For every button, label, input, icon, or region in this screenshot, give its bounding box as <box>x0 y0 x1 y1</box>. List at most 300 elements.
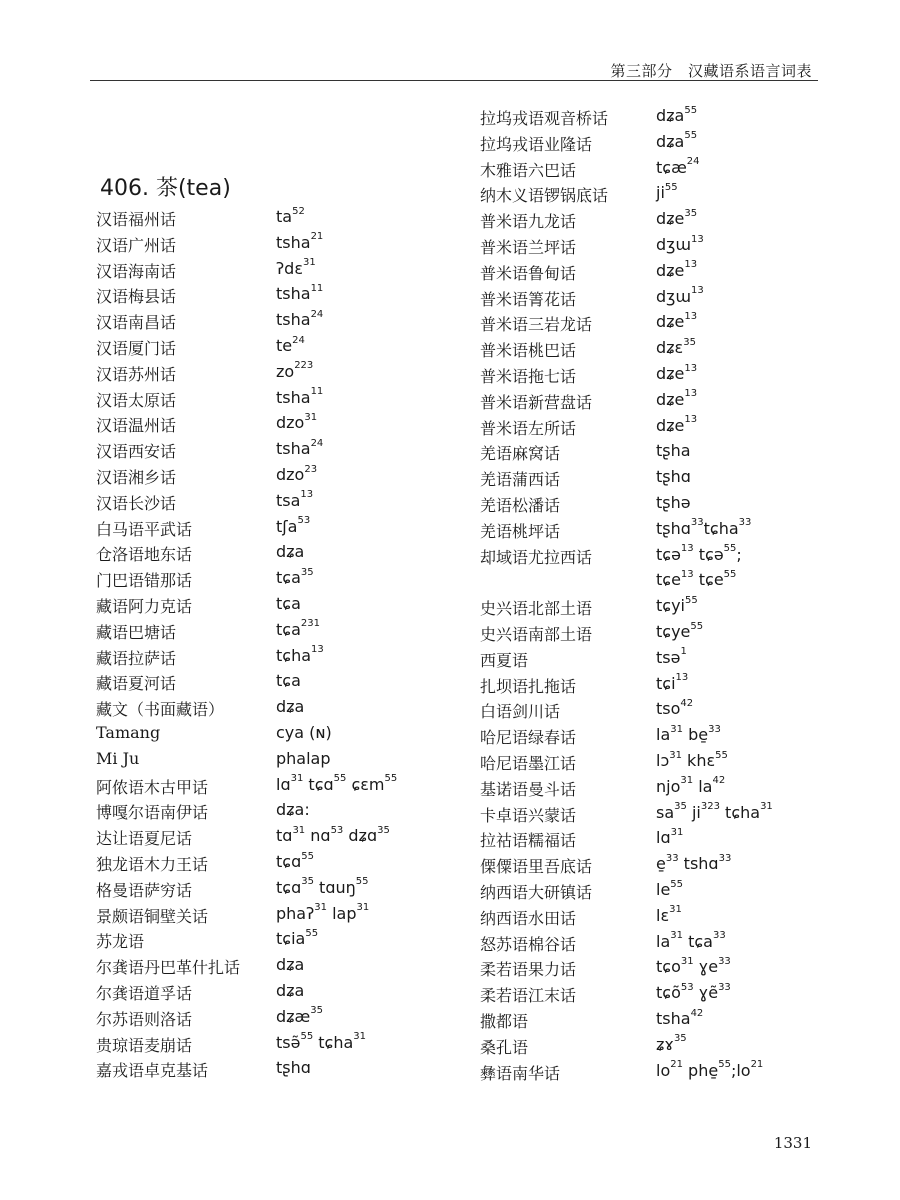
tone-number: 35 <box>301 876 314 888</box>
syllable: tɕyi <box>656 596 685 616</box>
language-name: 格曼语萨穷话 <box>96 880 193 900</box>
tone-number: 31 <box>669 904 682 916</box>
language-name: 藏语巴塘话 <box>96 622 177 642</box>
syllable: lɛ <box>656 905 670 925</box>
tea-word-form <box>276 826 390 845</box>
tea-word-form <box>656 441 691 460</box>
syllable: nɑ <box>305 826 331 846</box>
tone-number: 33 <box>718 852 732 864</box>
language-name: 普米语桃巴话 <box>480 341 577 361</box>
entry-row <box>480 235 850 261</box>
tea-word-form <box>276 542 304 561</box>
tea-word-form <box>656 777 725 796</box>
tone-number: 31 <box>760 801 773 813</box>
syllable: le <box>656 880 671 899</box>
syllable: tɕə <box>693 544 724 564</box>
syllable: tsə̃ <box>276 1032 301 1052</box>
tone-number: 13 <box>684 388 698 400</box>
entry-row <box>480 957 850 983</box>
header-title: 第三部分 汉藏语系语言词表 <box>610 62 812 80</box>
syllable: dʑa <box>276 981 305 1000</box>
entry-row <box>96 1058 466 1084</box>
syllable: tsə <box>656 647 681 667</box>
entry-row <box>480 441 850 467</box>
tea-word-form <box>276 1033 366 1052</box>
tone-number: 24 <box>292 334 305 346</box>
tea-word-form <box>656 648 687 667</box>
entry-row <box>96 929 466 955</box>
tone-number: 11 <box>310 386 324 398</box>
tone-number: 13 <box>690 285 704 297</box>
language-name: 卡卓语兴蒙话 <box>480 805 577 825</box>
tone-number: 35 <box>300 566 314 578</box>
tone-number: 55 <box>715 749 728 761</box>
syllable: tɕye <box>656 622 691 641</box>
syllable: dʑa <box>276 697 305 717</box>
language-name: 仓洛语地东话 <box>96 545 193 565</box>
tone-number: 53 <box>297 515 311 527</box>
entry-row <box>96 955 466 981</box>
tone-number: 23 <box>304 463 318 475</box>
entry-row <box>480 725 850 751</box>
syllable: dʑa <box>276 955 305 975</box>
tea-word-form <box>656 596 698 615</box>
entry-row <box>480 1009 850 1035</box>
syllable: tʂha <box>656 441 691 461</box>
tea-word-form <box>276 955 304 974</box>
tea-word-form <box>656 699 693 718</box>
syllable: dʒɯ <box>656 235 691 254</box>
language-name: 拉祜语糯福话 <box>480 831 577 851</box>
entry-row <box>480 209 850 235</box>
syllable: dʑa <box>656 106 685 125</box>
tea-word-form <box>656 803 773 822</box>
tea-word-form <box>276 517 310 536</box>
tone-number: 24 <box>686 156 700 168</box>
syllable: tɑ <box>276 826 293 846</box>
entry-row <box>480 545 850 571</box>
entry-row <box>480 854 850 880</box>
language-name: 桑孔语 <box>480 1037 529 1057</box>
entry-row <box>96 259 466 285</box>
tea-word-form <box>656 390 697 409</box>
tea-word-form <box>656 1035 687 1054</box>
tone-number: 35 <box>683 336 696 348</box>
tone-number: 31 <box>314 902 327 914</box>
language-name: 羌语桃坪话 <box>480 521 561 541</box>
language-name: 羌语麻窝话 <box>480 444 561 464</box>
syllable: tʂhɑ <box>656 467 691 487</box>
tea-word-form <box>276 697 304 716</box>
language-name: 普米语兰坪话 <box>480 238 577 257</box>
syllable: tʂhə <box>656 493 691 512</box>
syllable: njo <box>656 776 681 796</box>
language-name: 羌语蒲西话 <box>480 470 561 490</box>
tone-number: 13 <box>300 489 314 501</box>
language-name: 哈尼语绿春话 <box>480 728 577 748</box>
header-rule <box>90 80 818 81</box>
language-name: 羌语松潘话 <box>480 496 561 515</box>
tea-word-form <box>656 751 728 770</box>
entry-row <box>96 517 466 543</box>
syllable: lɑ <box>276 774 291 794</box>
tea-word-form <box>656 725 721 744</box>
tea-word-form <box>656 957 731 976</box>
tone-number: 13 <box>684 259 698 271</box>
language-name: 扎坝语扎拖话 <box>480 676 577 696</box>
syllable: la <box>656 931 671 951</box>
tea-word-form <box>276 233 323 252</box>
entry-row <box>480 932 850 958</box>
tea-word-form <box>656 106 697 125</box>
tone-number: 13 <box>684 311 698 323</box>
syllable: tʂhɑ <box>276 1058 311 1078</box>
tone-number: 31 <box>680 775 694 787</box>
tone-number: 35 <box>310 1005 323 1017</box>
language-name: 汉语湘乡话 <box>96 468 177 487</box>
syllable: tɑuŋ <box>313 877 356 897</box>
language-name: 汉语广州话 <box>96 235 177 255</box>
entry-row <box>96 568 466 594</box>
entry-row <box>96 981 466 1007</box>
syllable: ;lo <box>730 1060 751 1080</box>
syllable: dʑe <box>656 389 685 409</box>
entry-row <box>96 904 466 930</box>
tea-word-form <box>276 904 369 923</box>
language-name: 达让语夏尼话 <box>96 829 193 849</box>
tone-number: 31 <box>669 749 682 761</box>
syllable: tso <box>656 699 681 719</box>
entry-row <box>96 878 466 904</box>
tea-word-form <box>276 310 323 329</box>
entry-row <box>96 336 466 362</box>
syllable: tɕõ <box>656 983 681 1003</box>
tone-number: 35 <box>377 824 390 836</box>
tea-word-form <box>276 439 323 458</box>
syllable: tɕia <box>276 929 306 949</box>
syllable: dʑe <box>656 312 685 332</box>
tone-number: 55 <box>333 773 347 785</box>
syllable: tsha <box>276 439 311 459</box>
tone-number: 55 <box>384 773 398 785</box>
tone-number: 13 <box>680 569 694 581</box>
tone-number: 231 <box>300 618 320 630</box>
language-name: 柔若语江末话 <box>480 986 577 1006</box>
entry-row <box>480 416 850 442</box>
tea-word-form <box>656 209 697 228</box>
syllable: cya (ɴ) <box>276 723 332 742</box>
syllable: tɕa <box>276 619 301 639</box>
tone-number: 13 <box>675 672 689 684</box>
syllable: lɔ <box>656 751 670 770</box>
tone-number: 33 <box>708 723 721 735</box>
entry-row <box>96 542 466 568</box>
tone-number: 55 <box>300 1031 314 1043</box>
tea-word-form <box>656 906 682 925</box>
language-name: 撒都语 <box>480 1012 529 1031</box>
tea-word-form <box>276 723 332 742</box>
entry-row <box>480 828 850 854</box>
syllable: tʃa <box>276 516 298 536</box>
tea-word-form <box>656 932 726 951</box>
syllable: tɕə <box>656 544 681 564</box>
language-name: Mi Ju <box>96 748 140 768</box>
language-name: 汉语太原话 <box>96 390 177 410</box>
syllable: tsha <box>656 1009 691 1028</box>
language-name: 纳木义语锣锅底话 <box>480 186 609 206</box>
tea-word-form <box>276 929 318 948</box>
tea-word-form <box>656 1009 703 1028</box>
syllable: dʑa: <box>276 800 310 820</box>
language-name: 嘉戎语卓克基话 <box>96 1061 209 1081</box>
entry-row <box>480 983 850 1009</box>
entry-row <box>480 261 850 287</box>
tea-word-form <box>276 775 397 794</box>
tea-word-form <box>276 671 301 690</box>
entry-row <box>480 751 850 777</box>
language-name: 门巴语错那话 <box>96 571 193 591</box>
entry-row <box>480 132 850 158</box>
syllable: dʑɑ <box>343 826 378 846</box>
syllable: tɕi <box>656 673 676 693</box>
entry-row <box>96 697 466 723</box>
tone-number: 55 <box>684 130 698 142</box>
syllable: ji <box>686 802 701 822</box>
tone-number: 33 <box>738 517 752 529</box>
tone-number: 33 <box>690 517 704 529</box>
tone-number: 13 <box>684 362 698 374</box>
tea-word-form <box>656 493 691 512</box>
tea-word-form <box>656 828 683 847</box>
syllable: ɣe <box>693 957 719 977</box>
tea-word-form <box>276 594 301 613</box>
tone-number: 55 <box>664 182 678 194</box>
tone-number: 55 <box>684 594 698 606</box>
tea-word-form <box>276 388 323 407</box>
syllable: tɕæ <box>656 157 687 177</box>
tea-word-form <box>276 749 331 768</box>
tone-number: 31 <box>304 412 318 424</box>
entry-row <box>96 749 466 775</box>
entry-row <box>96 775 466 801</box>
entry-row <box>480 467 850 493</box>
language-name: 普米语新营盘话 <box>480 392 593 412</box>
syllable: dʑe <box>656 364 685 383</box>
language-name: 史兴语北部土语 <box>480 599 593 619</box>
entry-row <box>96 620 466 646</box>
syllable: ; <box>736 544 742 564</box>
tone-number: 31 <box>670 723 683 735</box>
syllable: lo <box>656 1060 671 1080</box>
syllable: ʔdɛ <box>276 258 303 278</box>
syllable: e̱ <box>656 854 666 874</box>
language-name: 独龙语木力王话 <box>96 855 209 874</box>
syllable: tɕo <box>656 957 681 977</box>
language-name: 苏龙语 <box>96 932 145 952</box>
tea-word-form <box>656 183 678 202</box>
tea-word-form <box>656 519 751 538</box>
language-name: 柔若语果力话 <box>480 960 577 980</box>
tea-word-form <box>656 235 704 254</box>
tea-word-form <box>656 416 697 435</box>
entry-row <box>96 491 466 517</box>
syllable: tɕa <box>682 931 713 951</box>
entry-row <box>480 596 850 622</box>
syllable: tɕa <box>276 671 301 691</box>
entry-row <box>480 287 850 313</box>
entry-row <box>96 671 466 697</box>
tone-number: 31 <box>680 956 694 968</box>
language-name: 西夏语 <box>480 650 529 670</box>
language-name: 普米语鲁甸话 <box>480 263 577 283</box>
tone-number: 21 <box>750 1059 764 1071</box>
syllable: ji <box>656 183 665 203</box>
entry-row <box>480 648 850 674</box>
entry-title: 406. 茶(tea) <box>100 176 231 201</box>
language-name: 基诺语曼斗话 <box>480 779 577 799</box>
language-name: 纳西语大研镇话 <box>480 883 593 902</box>
tea-word-form <box>656 312 697 331</box>
tone-number: 55 <box>355 876 369 888</box>
entry-row <box>96 852 466 878</box>
syllable: tɕha <box>276 645 312 665</box>
tone-number: 42 <box>712 775 726 787</box>
tea-word-form <box>656 983 731 1002</box>
entry-row <box>96 233 466 259</box>
tone-number: 31 <box>290 773 304 785</box>
tone-number: 13 <box>311 644 324 656</box>
tone-number: 24 <box>310 308 324 320</box>
entry-row <box>480 493 850 519</box>
entry-row <box>480 906 850 932</box>
entry-row <box>480 777 850 803</box>
syllable: phalap <box>276 748 331 768</box>
tone-number: 31 <box>670 827 684 839</box>
entry-row <box>480 622 850 648</box>
language-name: 普米语九龙话 <box>480 212 577 232</box>
syllable: dʑe <box>656 415 685 435</box>
tea-word-form <box>656 364 697 383</box>
syllable: tɕe <box>693 570 724 590</box>
tea-word-form <box>276 878 369 897</box>
syllable: dʑe <box>656 260 685 280</box>
entry-row <box>96 439 466 465</box>
syllable: tʂhɑ <box>656 518 691 538</box>
syllable: dzo <box>276 413 305 433</box>
tone-number: 52 <box>292 205 305 217</box>
language-name: 尔龚语道孚话 <box>96 984 193 1003</box>
language-name: 阿侬语木古甲话 <box>96 777 209 797</box>
language-name: 汉语福州话 <box>96 210 177 229</box>
syllable: tsha <box>276 387 311 407</box>
tea-word-form <box>656 158 700 177</box>
syllable: dʑe <box>656 209 685 229</box>
language-name: 汉语南昌话 <box>96 313 177 333</box>
syllable: tɕɑ <box>303 774 334 794</box>
language-name: 白语剑川话 <box>480 702 561 722</box>
tone-number: 13 <box>690 233 704 245</box>
syllable: tsha <box>276 232 311 252</box>
tea-word-form <box>656 545 742 564</box>
entry-row <box>96 800 466 826</box>
syllable: tɕɑ <box>276 877 302 897</box>
entry-row <box>96 413 466 439</box>
entry-row <box>480 699 850 725</box>
tea-word-form <box>276 491 313 510</box>
tea-word-form <box>656 674 688 693</box>
syllable: tsa <box>276 490 301 510</box>
tea-word-form <box>276 981 304 1000</box>
entry-row <box>96 826 466 852</box>
entry-row <box>96 362 466 388</box>
tone-number: 33 <box>718 956 731 968</box>
entry-row <box>480 803 850 829</box>
syllable: dzo <box>276 465 305 484</box>
language-name: 木雅语六巴话 <box>480 160 577 180</box>
tea-word-form <box>656 622 703 641</box>
tone-number: 31 <box>670 930 683 942</box>
page-number: 1331 <box>773 1134 812 1152</box>
tea-word-form <box>276 646 324 665</box>
language-name: 汉语梅县话 <box>96 287 177 307</box>
language-name: 拉坞戎语观音桥话 <box>480 109 609 128</box>
entry-row <box>480 183 850 209</box>
tea-word-form <box>656 1061 763 1080</box>
tone-number: 55 <box>723 543 737 555</box>
tone-number: 223 <box>294 360 314 372</box>
syllable: sa <box>656 802 675 822</box>
syllable: zo <box>276 361 295 381</box>
entry-row <box>480 1061 850 1087</box>
language-name: 普米语左所话 <box>480 418 577 438</box>
tone-number: 33 <box>665 852 679 864</box>
syllable: tɕa <box>276 594 301 613</box>
tea-word-form <box>276 568 314 587</box>
tone-number: 55 <box>684 104 698 116</box>
entry-row <box>480 338 850 364</box>
syllable: tɕha <box>719 802 761 822</box>
tea-word-form <box>276 465 317 484</box>
language-name: 纳西语水田话 <box>480 908 577 928</box>
tone-number: 33 <box>718 981 731 993</box>
language-name: 怒苏语棉谷话 <box>480 934 577 954</box>
language-name: 藏文（书面藏语） <box>96 700 225 720</box>
syllable: dʒɯ <box>656 286 691 306</box>
syllable: lɑ <box>656 828 671 848</box>
language-name: 藏语拉萨话 <box>96 648 177 668</box>
tone-number: 55 <box>690 620 704 632</box>
tea-word-form <box>656 287 704 306</box>
tone-number: 53 <box>330 824 344 836</box>
syllable: tɕha <box>703 518 739 538</box>
syllable: tsha <box>276 284 311 304</box>
entry-row <box>480 312 850 338</box>
language-name: 汉语西安话 <box>96 442 177 462</box>
tone-number: 55 <box>723 569 737 581</box>
syllable: ta <box>276 207 293 226</box>
language-name: 景颇语铜壁关话 <box>96 906 209 926</box>
entry-row <box>480 106 850 132</box>
entry-row <box>96 310 466 336</box>
tone-number: 55 <box>670 878 684 890</box>
tone-number: 31 <box>353 1031 367 1043</box>
language-name: 普米语三岩龙话 <box>480 315 593 335</box>
entry-row <box>480 364 850 390</box>
tone-number: 13 <box>684 414 698 426</box>
language-name: 普米语拖七话 <box>480 367 577 386</box>
tea-word-form <box>276 800 310 819</box>
language-name: 博嘎尔语南伊话 <box>96 803 209 823</box>
